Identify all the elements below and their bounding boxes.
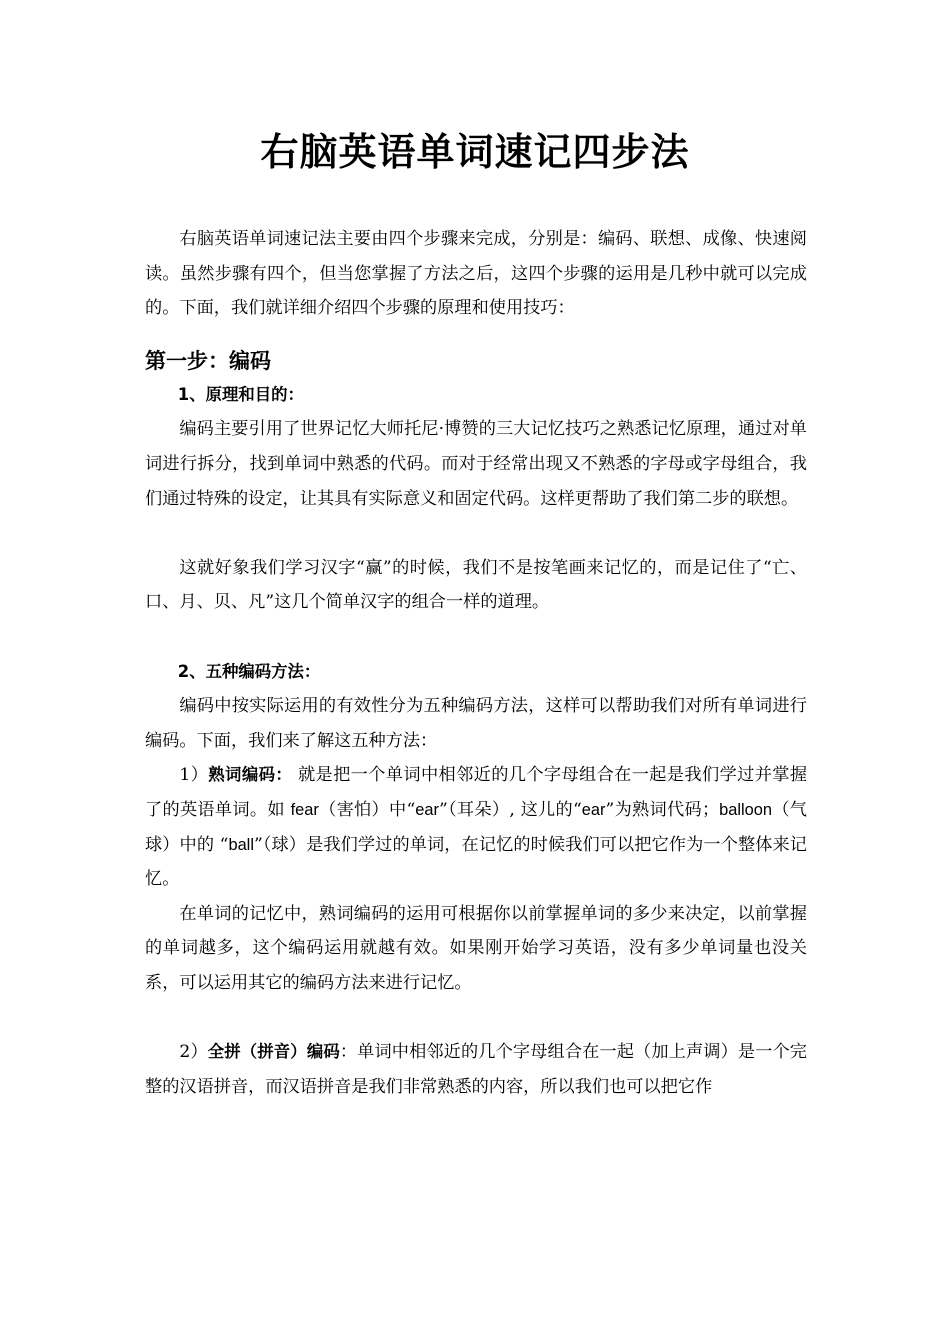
method1-text-c: ”（耳朵）, 这儿的“ (438, 799, 582, 820)
step1-heading: 第一步：编码 (145, 348, 271, 373)
spacer (145, 326, 807, 344)
method1-paragraph-2: 在单词的记忆中，熟词编码的运用可根据你以前掌握单词的多少来决定，以前掌握的单词越多，这个编码运用就越有效。如果刚开始学习英语，没有多少单词量也没关系，可以运用其它的编码方法来进行记忆。 (145, 903, 807, 993)
intro-paragraph: 右脑英语单词速记法主要由四个步骤来完成，分别是：编码、联想、成像、快速阅读。虽然步骤有四个，但当您掌握了方法之后，这四个步骤的运用是几秒中就可以完成的。下面，我们就详细介绍四个步骤的原理和使用技巧： (145, 229, 807, 319)
section1-heading: 1、原理和目的： (177, 384, 304, 404)
spacer (145, 620, 807, 655)
section2-heading: 2、五种编码方法： (177, 661, 321, 681)
method1-paragraph (145, 758, 807, 896)
method2-paragraph (145, 1035, 807, 1104)
word-ear: ear (581, 800, 606, 819)
section1-paragraph-2: 这就好象我们学习汉字“赢”的时候，我们不是按笔画来记忆的，而是记住了“亡、口、月、贝、凡”这几个简单汉字的组合一样的道理。 (145, 557, 807, 613)
spacer (145, 1000, 807, 1035)
section1-paragraph-1: 编码主要引用了世界记忆大师托尼·博赞的三大记忆技巧之熟悉记忆原理，通过对单词进行拆分，找到单词中熟悉的代码。而对于经常出现又不熟悉的字母或字母组合，我们通过特殊的设定，让其具有实际意义和固定代码。这样更帮助了我们第二步的联想。 (145, 419, 807, 509)
method1-label: 熟词编码： (208, 765, 293, 785)
method1-text-e: （气球）中的 “ (145, 799, 807, 855)
method2-label: 全拼（拼音）编码 (207, 1042, 340, 1062)
method1-text-f: ”（球）是我们学过的单词，在记忆的时候我们可以把它作为一个整体来记忆。 (145, 834, 807, 890)
word-fear: fear (290, 800, 319, 819)
method2-text: 单词中相邻近的几个字母组合在一起（加上声调）是一个完整的汉语拼音，而汉语拼音是我们非常熟悉的内容，所以我们也可以把它作 (145, 1042, 807, 1097)
method2-number: 2） (179, 1042, 208, 1063)
word-ear: ear (415, 800, 439, 819)
word-ball: ball (228, 835, 254, 854)
method1-text-d: ”为熟词代码； (605, 799, 720, 820)
method2-colon: ： (339, 1042, 358, 1063)
document-title: 右脑英语单词速记四步法 (260, 129, 690, 174)
spacer (145, 516, 807, 551)
section2-paragraph-1: 编码中按实际运用的有效性分为五种编码方法，这样可以帮助我们对所有单词进行编码。下面，我们来了解这五种方法： (145, 696, 807, 751)
method1-number: 1） (179, 765, 209, 786)
method1-text-b: （害怕）中“ (318, 799, 416, 820)
document-body (145, 222, 807, 1104)
word-balloon: balloon (719, 800, 773, 819)
method1-text-a: 就是把一个单词中相邻近的几个字母组合在一起是我们学过并掌握了的英语单词。如 (145, 765, 808, 820)
